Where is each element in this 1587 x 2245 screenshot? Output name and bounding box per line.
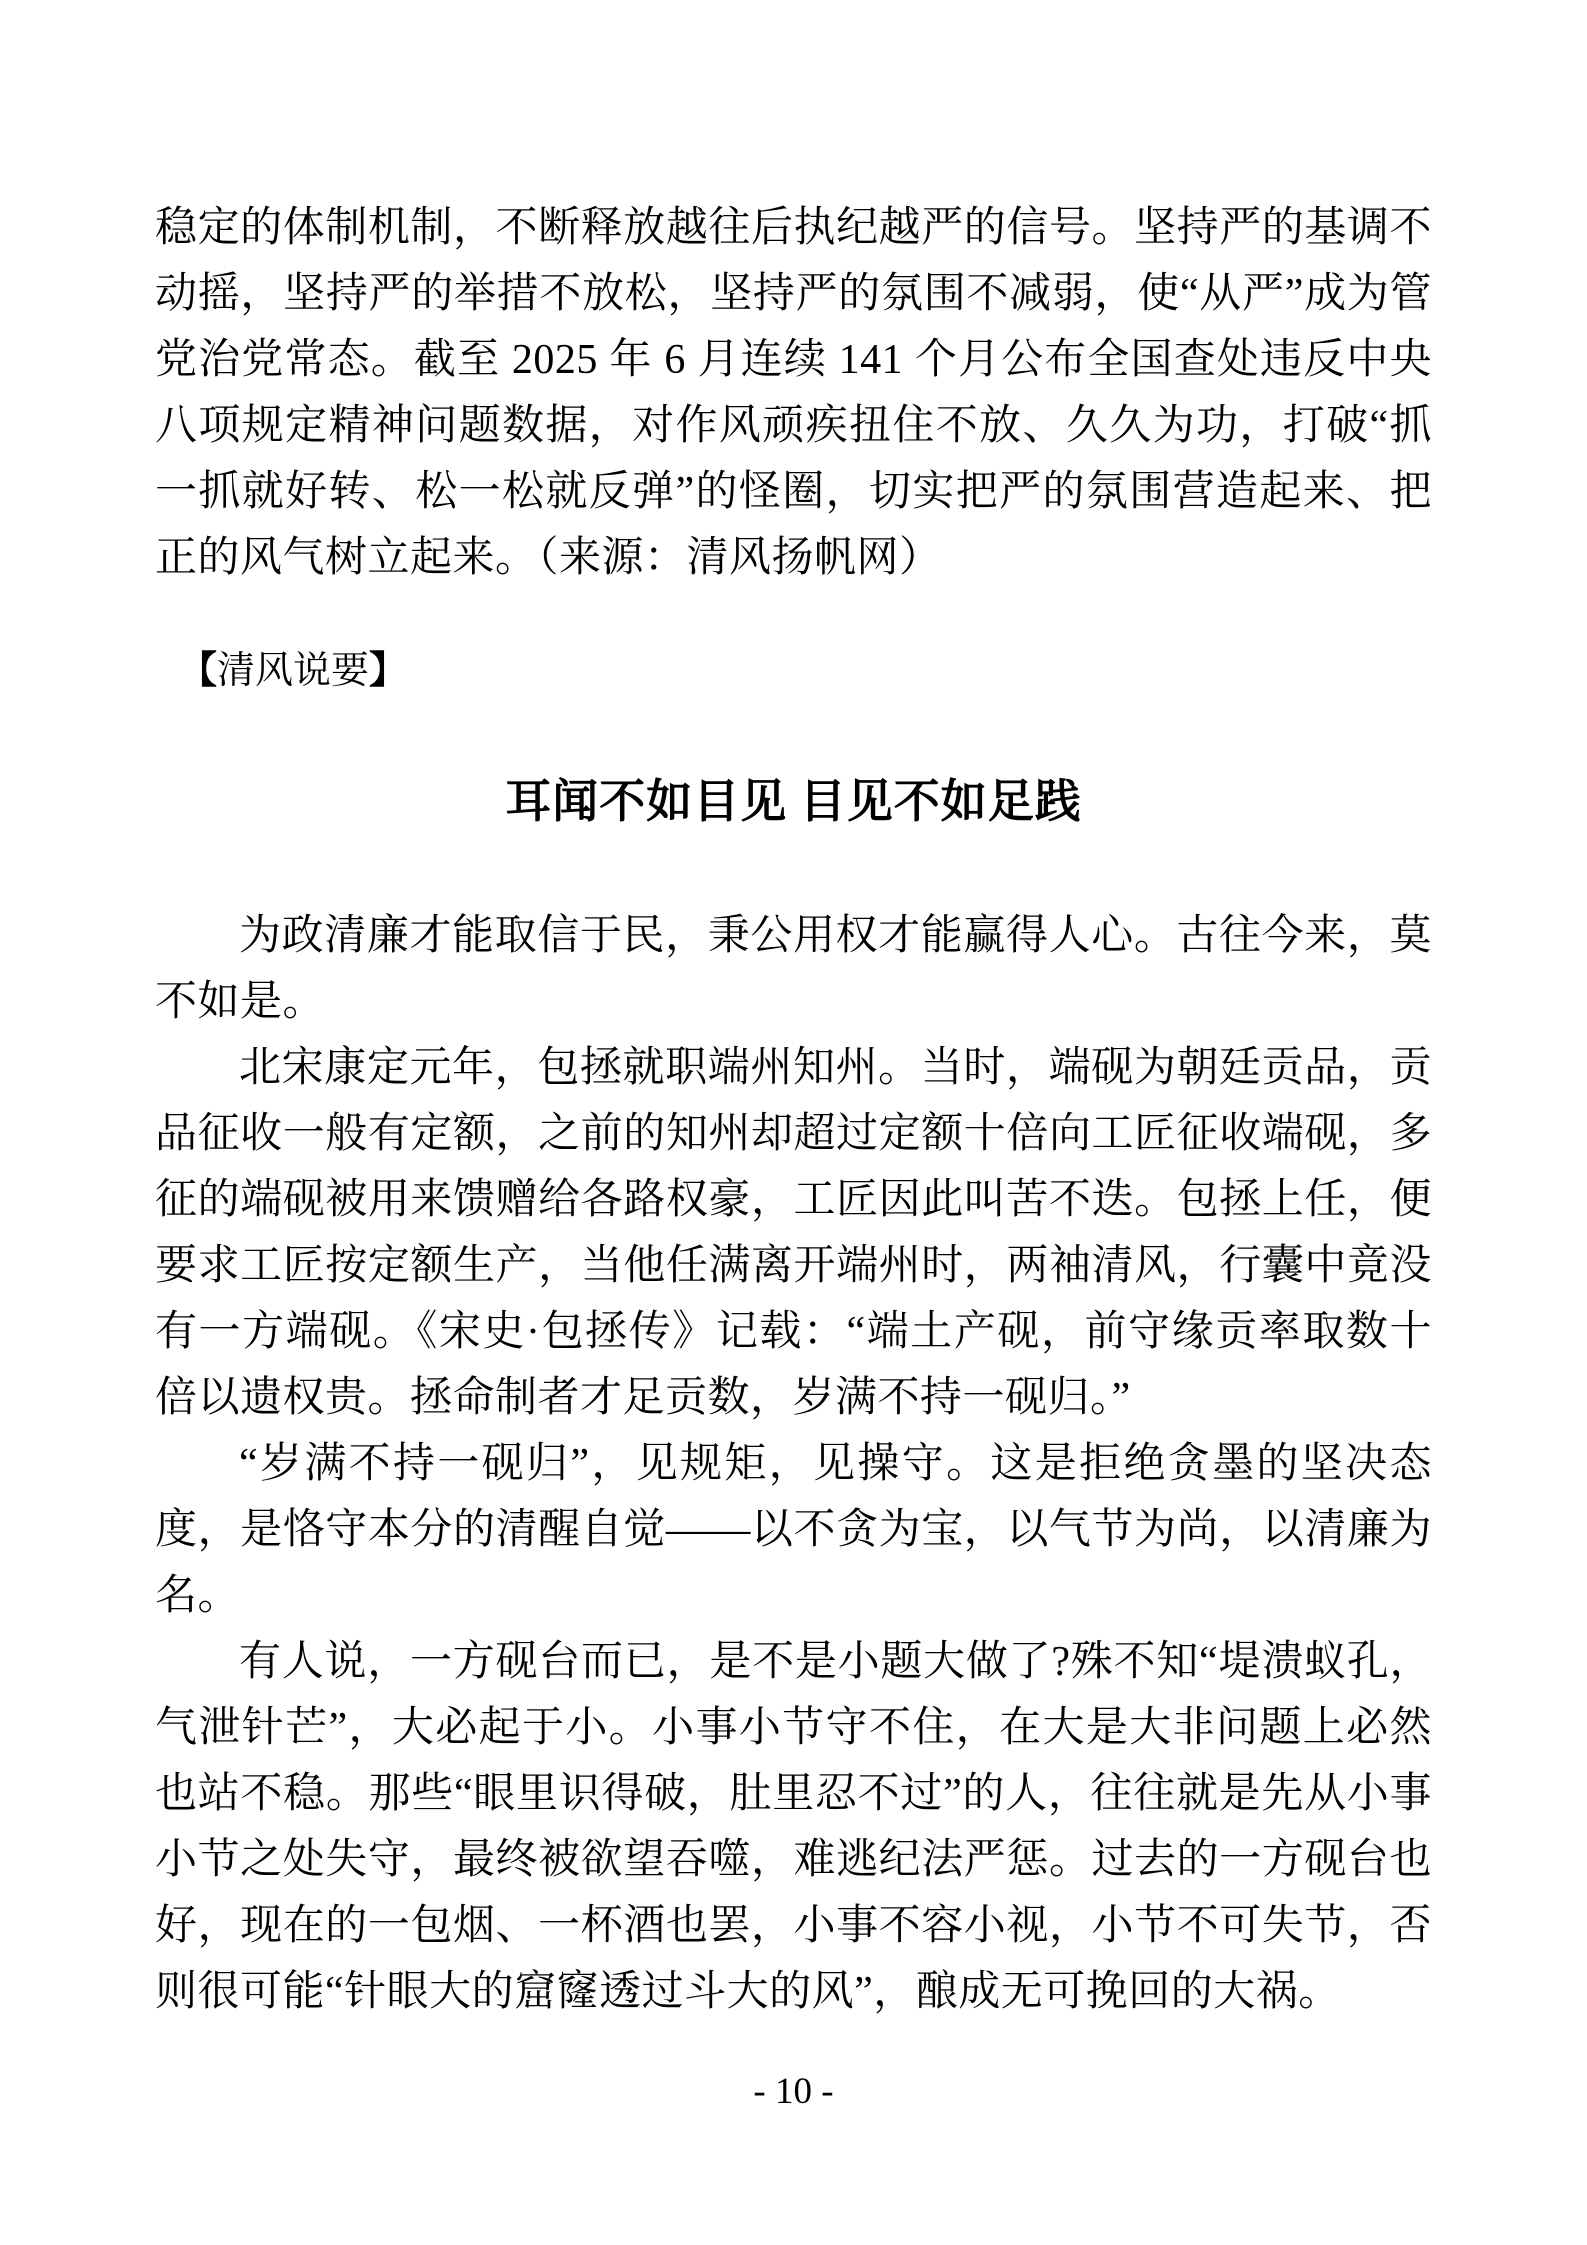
section-header-bracket-close: 】 bbox=[369, 650, 408, 692]
article-title: 耳闻不如目见 目见不如足践 bbox=[505, 776, 1082, 827]
body-paragraph-3: “岁满不持一砚归”，见规矩，见操守。这是拒绝贪墨的坚决态度，是恪守本分的清醒自觉——以不贪为宝，以气节为尚，以清廉为名。 bbox=[155, 1441, 1432, 1619]
page-content bbox=[155, 195, 1432, 2025]
article-body bbox=[155, 903, 1432, 2025]
body-paragraph-4: 有人说，一方砚台而已，是不是小题大做了?殊不知“堤溃蚁孔，气泄针芒”，大必起于小。小事小节守不住，在大是大非问题上必然也站不稳。那些“眼里识得破，肚里忍不过”的人，往往就是先从小事小节之处失守，最终被欲望吞噬，难逃纪法严惩。过去的一方砚台也好，现在的一包烟、一杯酒也罢，小事不容小视，小节不可失节，否则很可能“针眼大的窟窿透过斗大的风”，酿成无可挽回的大祸。 bbox=[155, 1639, 1432, 2015]
page-number: - 10 - bbox=[753, 2071, 834, 2112]
section-header-bracket-open: 【 bbox=[179, 650, 218, 692]
section-header-text: 清风说要 bbox=[217, 650, 370, 692]
continuation-paragraph: 稳定的体制机制，不断释放越往后执纪越严的信号。坚持严的基调不动摇，坚持严的举措不放松，坚持严的氛围不减弱，使“从严”成为管党治党常态。截至 2025 年 6 月连续 141 个月公布全国查处违反中央八项规定精神问题数据，对作风顽疾扭住不放、久久为功，打破“抓一抓就好转、松一松就反弹”的怪圈，切实把严的氛围营造起来、把正的风气树立起来。（来源：清风扬帆网） bbox=[155, 205, 1432, 581]
body-paragraph-2: 北宋康定元年，包拯就职端州知州。当时，端砚为朝廷贡品，贡品征收一般有定额，之前的知州却超过定额十倍向工匠征收端砚，多征的端砚被用来馈赠给各路权豪，工匠因此叫苦不迭。包拯上任，便要求工匠按定额生产，当他任满离开端州时，两袖清风，行囊中竟没有一方端砚。《宋史·包拯传》记载：“端土产砚，前守缘贡率取数十倍以遗权贵。拯命制者才足贡数，岁满不持一砚归。” bbox=[155, 1045, 1432, 1421]
body-paragraph-1: 为政清廉才能取信于民，秉公用权才能赢得人心。古往今来，莫不如是。 bbox=[155, 913, 1432, 1025]
section-header bbox=[155, 643, 1432, 699]
